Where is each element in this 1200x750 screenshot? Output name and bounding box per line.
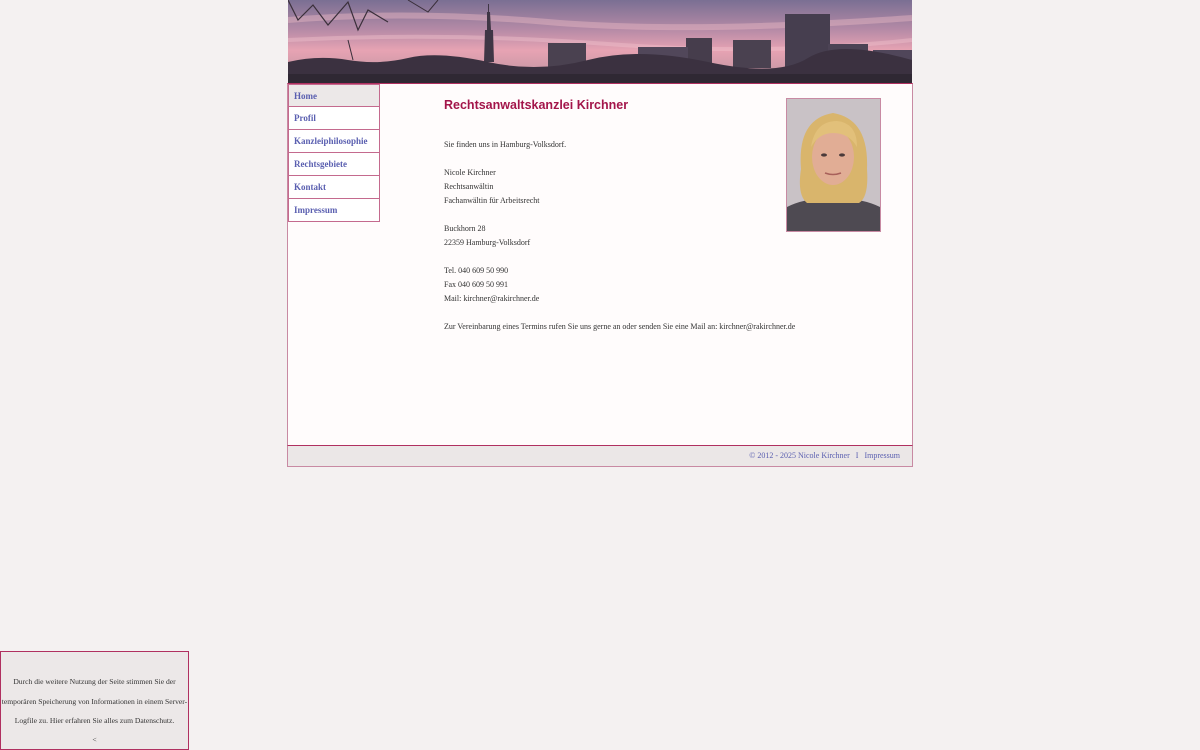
footer-separator: I — [855, 451, 859, 460]
sidebar-nav — [288, 84, 380, 222]
nav-item-profil[interactable]: Profil — [288, 107, 380, 130]
page-container — [287, 0, 913, 467]
fax-number: Fax 040 609 50 991 — [444, 280, 508, 289]
header-banner-skyline — [288, 0, 912, 84]
cookie-text-line-1: Durch die weitere Nutzung der Seite stimmen Sie der — [13, 677, 176, 686]
address-street: Buckhorn 28 — [444, 224, 486, 233]
phone-number: Tel. 040 609 50 990 — [444, 266, 509, 275]
skyline-image — [288, 0, 912, 84]
contact-name: Nicole Kirchner — [444, 168, 496, 177]
cookie-notice — [0, 651, 189, 750]
content-box — [287, 83, 913, 446]
nav-item-rechtsgebiete[interactable]: Rechtsgebiete — [288, 153, 380, 176]
cookie-text-line-2: temporären Speicherung von Informationen in einem Server- — [1, 696, 188, 706]
nav-item-home[interactable]: Home — [288, 84, 380, 107]
nav-item-kanzleiphilosophie[interactable]: Kanzleiphilosophie — [288, 130, 380, 153]
footer — [287, 445, 913, 467]
intro-text: Sie finden uns in Hamburg-Volksdorf. — [444, 140, 567, 149]
appointment-text: Zur Vereinbarung eines Termins rufen Sie uns gerne an oder senden Sie eine Mail an: kirchner@rakirchner.de — [444, 322, 796, 331]
nav-item-impressum[interactable]: Impressum — [288, 199, 380, 222]
portrait-image — [787, 99, 880, 231]
main-content — [444, 98, 796, 334]
page-title: Rechtsanwaltskanzlei Kirchner — [444, 98, 629, 112]
contact-role: Rechtsanwältin — [444, 182, 494, 191]
cookie-close-button[interactable]: < — [92, 734, 97, 744]
email-address: Mail: kirchner@rakirchner.de — [444, 294, 540, 303]
footer-copyright: © 2012 - 2025 Nicole Kirchner — [749, 451, 850, 460]
footer-impressum-link[interactable]: Impressum — [864, 451, 900, 460]
contact-specialty: Fachanwältin für Arbeitsrecht — [444, 196, 540, 205]
portrait-photo — [786, 98, 881, 232]
address-city: 22359 Hamburg-Volksdorf — [444, 238, 531, 247]
cookie-text-line-3[interactable]: Logfile zu. Hier erfahren Sie alles zum Datenschutz. — [14, 716, 175, 725]
nav-item-kontakt[interactable]: Kontakt — [288, 176, 380, 199]
